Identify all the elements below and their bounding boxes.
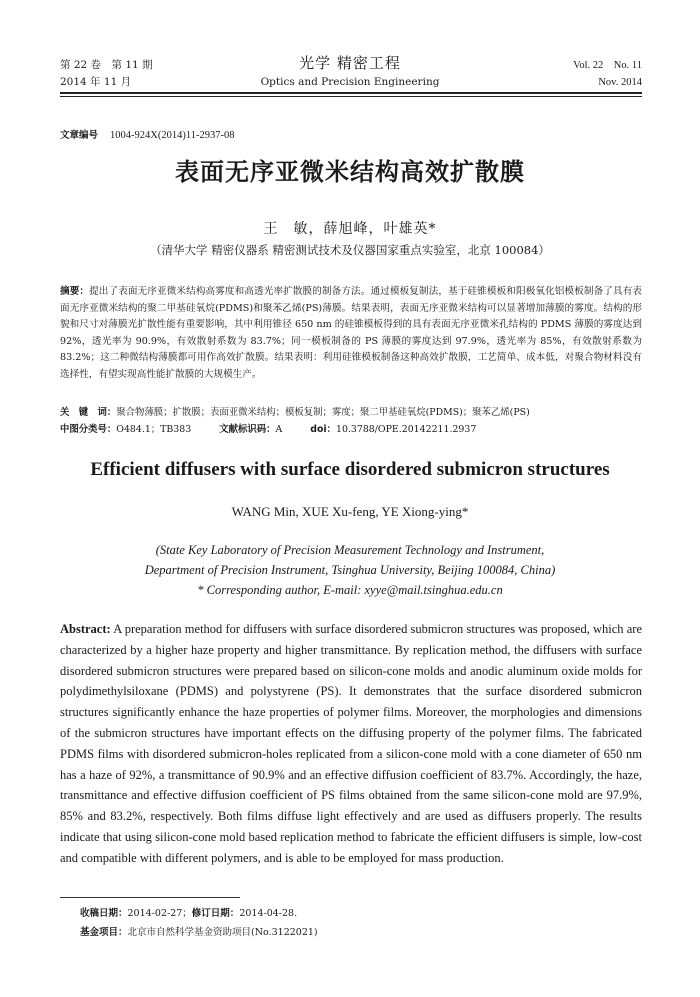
date-cn: 2014 年 11 月 <box>60 76 132 88</box>
journal-name-en: Optics and Precision Engineering <box>260 76 440 88</box>
journal-header <box>250 52 450 88</box>
article-number-label: 文章编号 <box>60 130 99 141</box>
received-label: 收稿日期： <box>80 908 128 919</box>
abstract-en <box>60 619 642 869</box>
header-left <box>60 57 153 91</box>
clc-value: O484.1；TB383 <box>116 424 192 435</box>
abstract-en-text: A preparation method for diffusers with surface disordered submicron structures was proposed, which are characterized by a higher haze property and higher transmittance. By replication method, the diffusers with surface disordered submicron structures were prepared based on silicon-cone molds and anodic aluminum oxide molds for polydimethylsiloxane (PDMS) and polystyrene (PS). It demonstrates that the surface disordered submicron structures significantly enhance the haze properties of polymer films. Moreover, the morphologies and dimensions of the submicron structures have important effects on the diffusing property of the polymer films. The fabricated PDMS films with disordered submicron-holes replicated from a silicon-cone mold with a cone diameter of 650 nm has a haze of 92%, a transmittance of 90.9% and an effective diffusion coefficient of 83.7%. Accordingly, the haze, transmittance and effective diffusion coefficient of PS films obtained from the same silicon-cone mold are 97.9%, 85% and 83.2%, respectively. Both films diffuse light effectively and are used as diffusers properly. The results indicate that using silicon-cone mold based replication method to fabricate the efficient diffusers is simple, low-cost and compatible with different polymers, and is able to be employed for mass production. <box>60 622 643 865</box>
header-rule-thick <box>60 92 642 94</box>
doi-label: doi： <box>310 424 336 435</box>
article-number-value: 1004-924X(2014)11-2937-08 <box>110 130 235 141</box>
affiliation-en-line2: Department of Precision Instrument, Tsinghua University, Beijing 100084, China) <box>144 563 556 577</box>
abstract-cn-label: 摘要： <box>60 286 90 297</box>
affiliation-cn: （清华大学 精密仪器系 精密测试技术及仪器国家重点实验室，北京 100084） <box>150 243 550 257</box>
date-en: Nov. 2014 <box>598 77 642 88</box>
header-rule-thin <box>60 96 642 97</box>
journal-name-cn: 光学 精密工程 <box>299 54 401 72</box>
article-number <box>60 127 234 141</box>
revised-label: 修订日期： <box>191 908 240 919</box>
title-cn: 表面无序亚微米结构高效扩散膜 <box>175 158 525 186</box>
affiliation-en <box>0 540 700 600</box>
received-value: 2014-02-27； <box>127 908 192 919</box>
footnote-fund <box>80 924 318 938</box>
title-en: Efficient diffusers with surface disordered submicron structures <box>90 459 610 480</box>
volume-issue-en: Vol. 22 No. 11 <box>573 60 642 71</box>
footnote-dates <box>80 905 297 919</box>
abstract-cn <box>60 284 642 384</box>
header-right <box>573 57 642 91</box>
clc-label: 中图分类号： <box>60 424 117 435</box>
affiliation-en-line1: (State Key Laboratory of Precision Measurement Technology and Instrument, <box>155 543 545 557</box>
classification-cn <box>60 421 660 435</box>
fund-label: 基金项目： <box>80 927 128 938</box>
revised-value: 2014-04-28. <box>239 908 298 919</box>
doc-code-label: 文献标识码： <box>219 424 276 435</box>
authors-cn: 王 敏，薛旭峰，叶雄英* <box>263 221 437 237</box>
doc-code-value: A <box>275 424 283 435</box>
volume-issue-cn: 第 22 卷 第 11 期 <box>60 59 153 71</box>
affiliation-en-line3: * Corresponding author, E-mail: xyye@mail.tsinghua.edu.cn <box>197 583 503 597</box>
fund-value: 北京市自然科学基金资助项目(No.3122021) <box>127 927 318 938</box>
keywords-cn <box>60 404 660 418</box>
abstract-cn-text: 提出了表面无序亚微米结构高雾度和高透光率扩散膜的制备方法。通过模板复制法，基于硅锥模板和阳极氧化铝模板制备了具有表面无序亚微米结构的聚二甲基硅氧烷(PDMS)和聚苯乙烯(PS)薄膜。结果表明，表面无序亚微米结构可以显著增加薄膜的雾度。结构的形貌和尺寸对薄膜光扩散性能有重要影响，其中利用锥径 650 nm 的硅锥模板得到的具有表面无序亚微米孔结构的 PDMS 薄膜的雾度达到 92%，透光率为 90.9%，有效散射系数为 83.7%；同一模板制备的 PS 薄膜的雾度达到 97.9%，透光率为 85%，有效散射系数为 83.2%；这二种微结构薄膜都可用作高效扩散膜。结果表明：利用硅锥模板制备这种高效扩散膜，工艺简单、成本低，对聚合物材料没有选择性，有望实现高性能扩散膜的大规模生产。 <box>60 286 643 380</box>
authors-en: WANG Min, XUE Xu-feng, YE Xiong-ying* <box>231 504 469 519</box>
footnote-rule <box>60 897 240 898</box>
doi-value: 10.3788/OPE.20142211.2937 <box>336 424 477 435</box>
keywords-cn-label: 关 键 词： <box>60 407 117 418</box>
abstract-en-label: Abstract: <box>60 622 111 636</box>
keywords-cn-text: 聚合物薄膜；扩散膜；表面亚微米结构；模板复制；雾度；聚二甲基硅氧烷(PDMS)；聚苯乙烯(PS) <box>116 407 530 418</box>
